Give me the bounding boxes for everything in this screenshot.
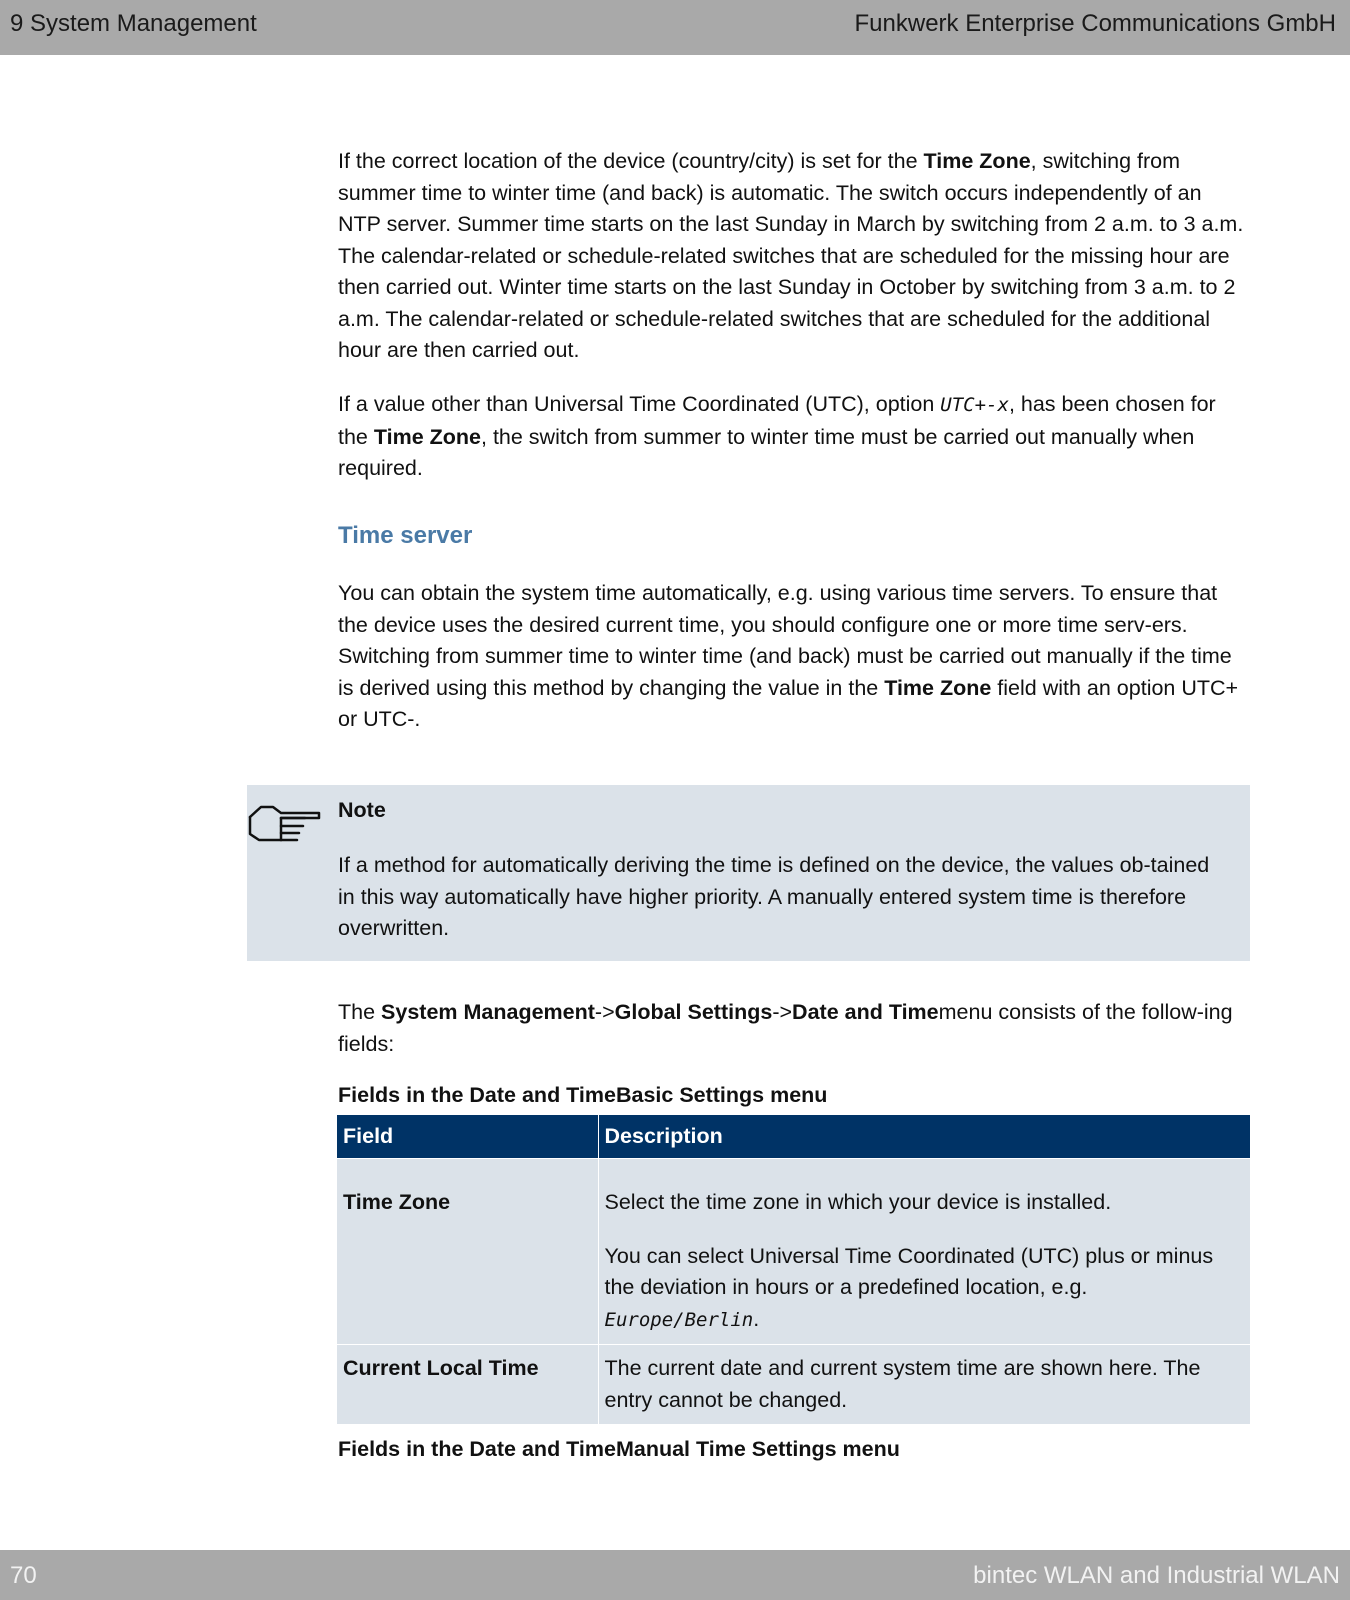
note-text: If a method for automatically deriving the time is defined on the device, the values ob-tained in this way automatically have higher priority. A manually entered system time is therefore overwritten. bbox=[338, 853, 1210, 940]
page-footer bbox=[0, 1550, 1350, 1600]
page-number: 70 bbox=[10, 1562, 37, 1589]
fields-table bbox=[337, 1115, 1251, 1424]
table-caption-2: Fields in the Date and TimeManual Time Settings menu bbox=[338, 1437, 900, 1461]
table-row bbox=[337, 1345, 1251, 1425]
table-caption-block bbox=[338, 1083, 1250, 1108]
table-caption: Fields in the Date and TimeBasic Settings menu bbox=[338, 1083, 828, 1107]
field-description: Select the time zone in which your device is installed. You can select Universal Time Coordinated (UTC) plus or minus the deviation in hours or a predefined location, e.g. Europe/Berlin. bbox=[598, 1159, 1251, 1345]
page-header bbox=[0, 0, 1350, 55]
chapter-title: 9 System Management bbox=[10, 10, 257, 37]
table-header-row bbox=[337, 1115, 1251, 1159]
pointing-hand-icon bbox=[247, 801, 323, 845]
section-heading-block bbox=[338, 522, 1250, 550]
field-name: Current Local Time bbox=[337, 1345, 598, 1425]
column-header: Field bbox=[337, 1115, 598, 1159]
field-name: Time Zone bbox=[337, 1159, 598, 1345]
intro-paragraph: If the correct location of the device (country/city) is set for the Time Zone, switching from summer time to winter time (and back) is automatic. The switch occurs independently of an NTP server. Summer time starts on the last Sunday in March by switching from 2 a.m. to 3 a.m. The calendar-related or schedule-related switches that are scheduled for the missing hour are then carried out. Winter time starts on the last Sunday in October by switching from 3 a.m. to 2 a.m. The calendar-related or schedule-related switches that are scheduled for the additional hour are then carried out. bbox=[338, 149, 1244, 362]
table-caption-block-2 bbox=[338, 1437, 1250, 1462]
company-name: Funkwerk Enterprise Communications GmbH bbox=[854, 10, 1336, 37]
utc-paragraph: If a value other than Universal Time Coordinated (UTC), option UTC+-x, has been chosen for the Time Zone, the switch from summer to winter time must be carried out manually when required. bbox=[338, 392, 1216, 480]
column-header: Description bbox=[598, 1115, 1251, 1159]
utc-code: UTC+-x bbox=[940, 394, 1009, 416]
table-row bbox=[337, 1159, 1251, 1345]
field-description: The current date and current system time are shown here. The entry cannot be changed. bbox=[598, 1345, 1251, 1425]
time-server-paragraph: You can obtain the system time automatically, e.g. using various time servers. To ensure that the device uses the desired current time, you should configure one or more time serv-ers. Switching from summer time to winter time (and back) must be carried out manually if the time is derived using this method by changing the value in the Time Zone field with an option UTC+ or UTC-. bbox=[338, 581, 1239, 731]
location-example: Europe/Berlin bbox=[604, 1308, 754, 1331]
time-zone-term: Time Zone bbox=[923, 149, 1031, 173]
document-title: bintec WLAN and Industrial WLAN bbox=[973, 1562, 1340, 1589]
section-heading: Time server bbox=[338, 522, 473, 549]
note-title: Note bbox=[338, 798, 386, 822]
menu-paragraph: The System Management->Global Settings->Date and Timemenu consists of the follow-ing fields: bbox=[338, 1000, 1233, 1056]
note-box bbox=[247, 785, 1250, 961]
